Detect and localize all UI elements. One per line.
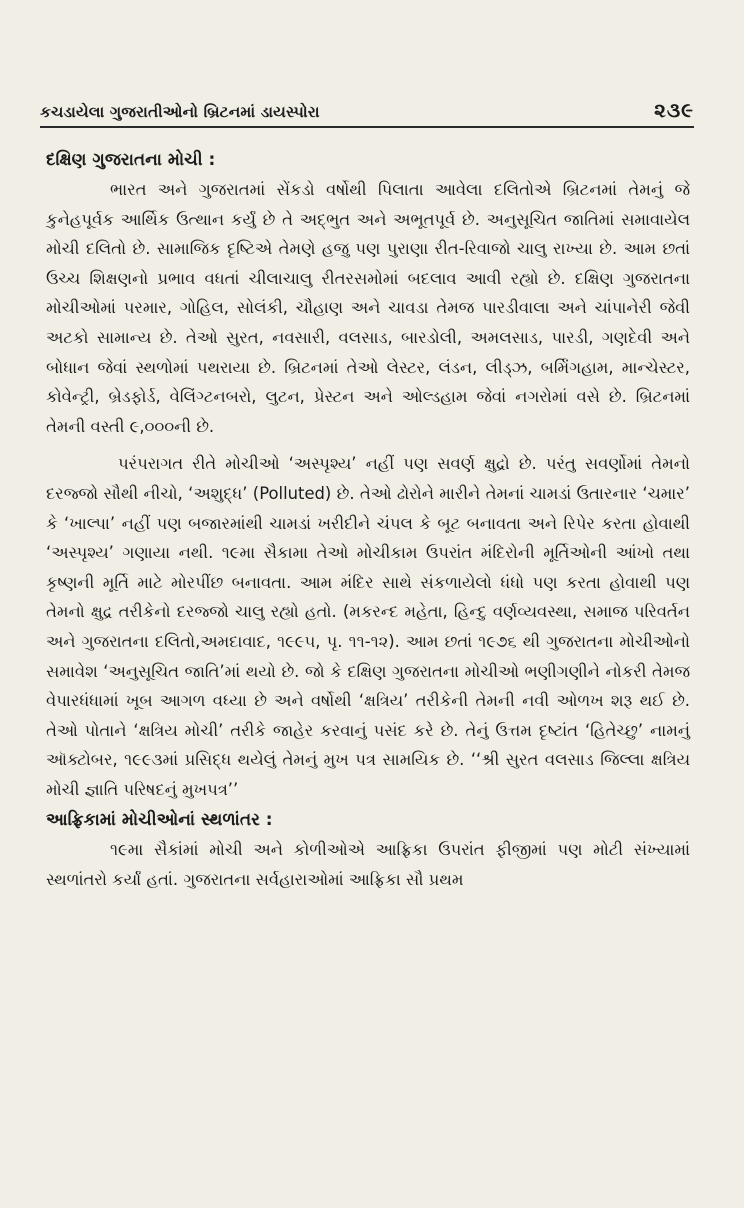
running-header xyxy=(40,88,694,128)
paragraph: પરંપરાગત રીતે મોચીઓ ‘અસ્પૃશ્ય’ નહીં પણ સવર્ણ ક્ષુદ્રો છે. પરંતુ સવર્ણોમાં તેમનો દરજ્જો સૌથી નીચો, ‘અશુદ્ધ’ (Polluted) છે. તેઓ ઢોરોને મારીને તેમનાં ચામડાં ઉતારનાર ‘ચમાર’ કે ‘ખાલ્પા’ નહીં પણ બજારમાંથી ચામડાં ખરીદીને ચંપલ કે બૂટ બનાવતા અને રિપેર કરતા હોવાથી ‘અસ્પૃશ્ય’ ગણાયા નથી. ૧૯મા સૈકામા તેઓ મોચીકામ ઉપરાંત મંદિરોની મૂર્તિઓની આંખો તથા કૃષ્ણની મૂર્તિ માટે મોરપીંછ બનાવતા. આમ મંદિર સાથે સંકળાયેલો ધંધો પણ કરતા હોવાથી પણ તેમનો ક્ષુદ્ર તરીકેનો દરજ્જો ચાલુ રહ્યો હતો. (મકરન્દ મહેતા, હિન્દુ વર્ણવ્યવસ્થા, સમાજ પરિવર્તન અને ગુજરાતના દલિતો,અમદાવાદ, ૧૯૯૫, પૃ. ૧૧-૧૨). આમ છતાં ૧૯૭૬ થી ગુજરાતના મોચીઓનો સમાવેશ ‘અનુસૂચિત જાતિ’માં થયો છે. જો કે દક્ષિણ ગુજરાતના મોચીઓ ભણીગણીને નોકરી તેમજ વેપારધંધામાં ખૂબ આગળ વધ્યા છે અને વર્ષોથી ‘ક્ષત્રિય’ તરીકેની તેમની નવી ઓળખ શરૂ થઈ છે. તેઓ પોતાને ‘ક્ષત્રિય મોચી’ તરીકે જાહેર કરવાનું પસંદ કરે છે. તેનું ઉત્તમ દૃષ્ટાંત ‘હિતેચ્છુ’ નામનું ઑક્ટોબર, ૧૯૯૩માં પ્રસિદ્ધ થયેલું તેમનું મુખ પત્ર સામયિક છે. ‘‘શ્રી સુરત વલસાડ જિલ્લા ક્ષત્રિય મોચી જ્ઞાતિ પરિષદનું મુખપત્ર’’ xyxy=(46,454,690,799)
section-heading-africa-migration: આફ્રિકામાં મોચીઓનાં સ્થળાંતર : xyxy=(46,810,273,831)
paragraph: ૧૯મા સૈકાંમાં મોચી અને કોળીઓએ આફ્રિકા ઉપરાંત ફીજીમાં પણ મોટી સંખ્યામાં સ્થળાંતરો કર્યાં હતાં. ગુજરાતના સર્વહારાઓમાં આફ્રિકા સૌ પ્રથમ xyxy=(46,840,690,890)
page-number: ૨૩૯ xyxy=(654,98,694,122)
body-text xyxy=(46,146,690,895)
paragraph: ભારત અને ગુજરાતમાં સેંકડો વર્ષોથી પિલાતા આવેલા દલિતોએ બ્રિટનમાં તેમનું જે કુનેહપૂર્વક આર્થિક ઉત્થાન કર્યું છે તે અદ્ભુત અને અભૂતપૂર્વ છે. અનુસૂચિત જાતિમાં સમાવાયેલ મોચી દલિતો છે. સામાજિક દૃષ્ટિએ તેમણે હજુ પણ પુરાણા રીત-રિવાજો ચાલુ રાખ્યા છે. આમ છતાં ઉચ્ચ શિક્ષણનો પ્રભાવ વધતાં ચીલાચાલુ રીતરસમોમાં બદલાવ આવી રહ્યો છે. દક્ષિણ ગુજરાતના મોચીઓમાં પરમાર, ગોહિલ, સોલંકી, ચૌહાણ અને ચાવડા તેમજ પારડીવાલા અને ચાંપાનેરી જેવી અટકો સામાન્ય છે. તેઓ સુરત, નવસારી, વલસાડ, બારડોલી, અમલસાડ, પારડી, ગણદેવી અને બોધાન જેવાં સ્થળોમાં પથરાયા છે. બ્રિટનમાં તેઓ લેસ્ટર, લંડન, લીડ્ઝ, બર્મિંગહામ, માન્ચેસ્ટર, કોવેન્ટ્રી, બ્રેડફોર્ડ, વેલિંગ્ટનબરો, લુટન, પ્રેસ્ટન અને ઓલ્ડહામ જેવાં નગરોમાં વસે છે. બ્રિટનમાં તેમની વસ્તી ૯,૦૦૦ની છે. xyxy=(46,180,690,436)
running-title: કચડાયેલા ગુજરાતીઓનો બ્રિટનમાં ડાયસ્પોરા xyxy=(40,103,320,121)
section-heading-south-gujarat-mochi: દક્ષિણ ગુજરાતના મોચી : xyxy=(46,150,216,170)
